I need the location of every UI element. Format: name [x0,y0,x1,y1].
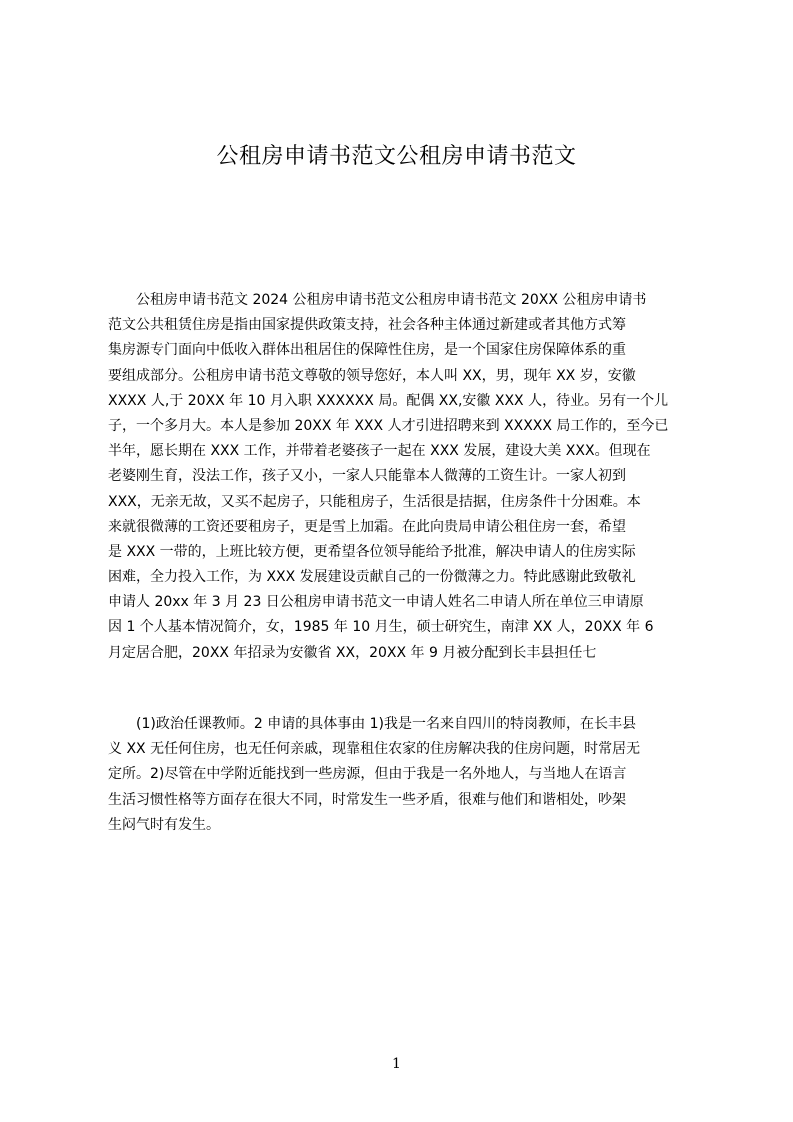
paragraph-line: 生闷气时有发生。 [108,816,220,833]
paragraph-line: 集房源专门面向中低收入群体出租居住的保障性住房，是一个国家住房保障体系的重 [108,342,626,359]
paragraph-line: XXX，无亲无故，又买不起房子，只能租房子，生活很是拮据，住房条件十分困难。本 [108,493,641,510]
paragraph-line: 来就很微薄的工资还要租房子，更是雪上加霜。在此向贵局申请公租住房一套，希望 [108,518,626,535]
page-number: 1 [392,1056,401,1072]
paragraph-line: 范文公共租赁住房是指由国家提供政策支持，社会各种主体通过新建或者其他方式筹 [108,317,626,334]
paragraph-line: 是 XXX 一带的，上班比较方便，更希望各位领导能给予批准，解决申请人的住房实际 [108,543,636,560]
paragraph-line: 子，一个多月大。本人是参加 20XX 年 XXX 人才引进招聘来到 XXXXX 局工作的，至今已 [108,417,669,434]
paragraph-line: XXXX 人,于 20XX 年 10 月入职 XXXXXX 局。配偶 XX,安徽 XXX 人，待业。另有一个儿 [108,392,669,409]
paragraph-line: 因 1 个人基本情况简介，女，1985 年 10 月生，硕士研究生，南津 XX 人，20XX 年 6 [108,619,654,636]
paragraph-line: 困难，全力投入工作，为 XXX 发展建设贡献自己的一份微薄之力。特此感谢此致敬礼 [108,569,636,586]
paragraph-line: (1)政治任课教师。2 申请的具体事由 1)我是一名来自四川的特岗教师，在长丰县 [108,716,637,732]
paragraph-line: 定所。2)尽管在中学附近能找到一些房源，但由于我是一名外地人，与当地人在语言 [108,766,627,783]
paragraph-line: 半年，愿长期在 XXX 工作，并带着老婆孩子一起在 XXX 发展，建设大美 XXX。但现在 [108,443,651,460]
paragraph-line: 公租房申请书范文 2024 公租房申请书范文公租房申请书范文 20XX 公租房申请书 [108,292,647,308]
paragraph-line: 义 XX 无任何住房，也无任何亲戚，现靠租住农家的住房解决我的住房问题，时常居无 [108,741,641,758]
paragraph-line: 生活习惯性格等方面存在很大不同，时常发生一些矛盾，很难与他们和谐相处，吵架 [108,791,626,808]
paragraph-line: 申请人 20xx 年 3 月 23 日公租房申请书范文一申请人姓名二申请人所在单位三申请原 [108,594,644,611]
paragraph-line: 老婆刚生育，没法工作，孩子又小，一家人只能靠本人微薄的工资生计。一家人初到 [108,468,626,485]
document-title: 公租房申请书范文公租房申请书范文 [216,144,577,169]
paragraph-line: 要组成部分。公租房申请书范文尊敬的领导您好，本人叫 XX，男，现年 XX 岁，安徽 [108,367,636,384]
paragraph-line: 月定居合肥，20XX 年招录为安徽省 XX，20XX 年 9 月被分配到长丰县担任七 [108,644,597,661]
body-paragraph-2 [108,712,698,838]
body-paragraph-1 [108,288,698,666]
